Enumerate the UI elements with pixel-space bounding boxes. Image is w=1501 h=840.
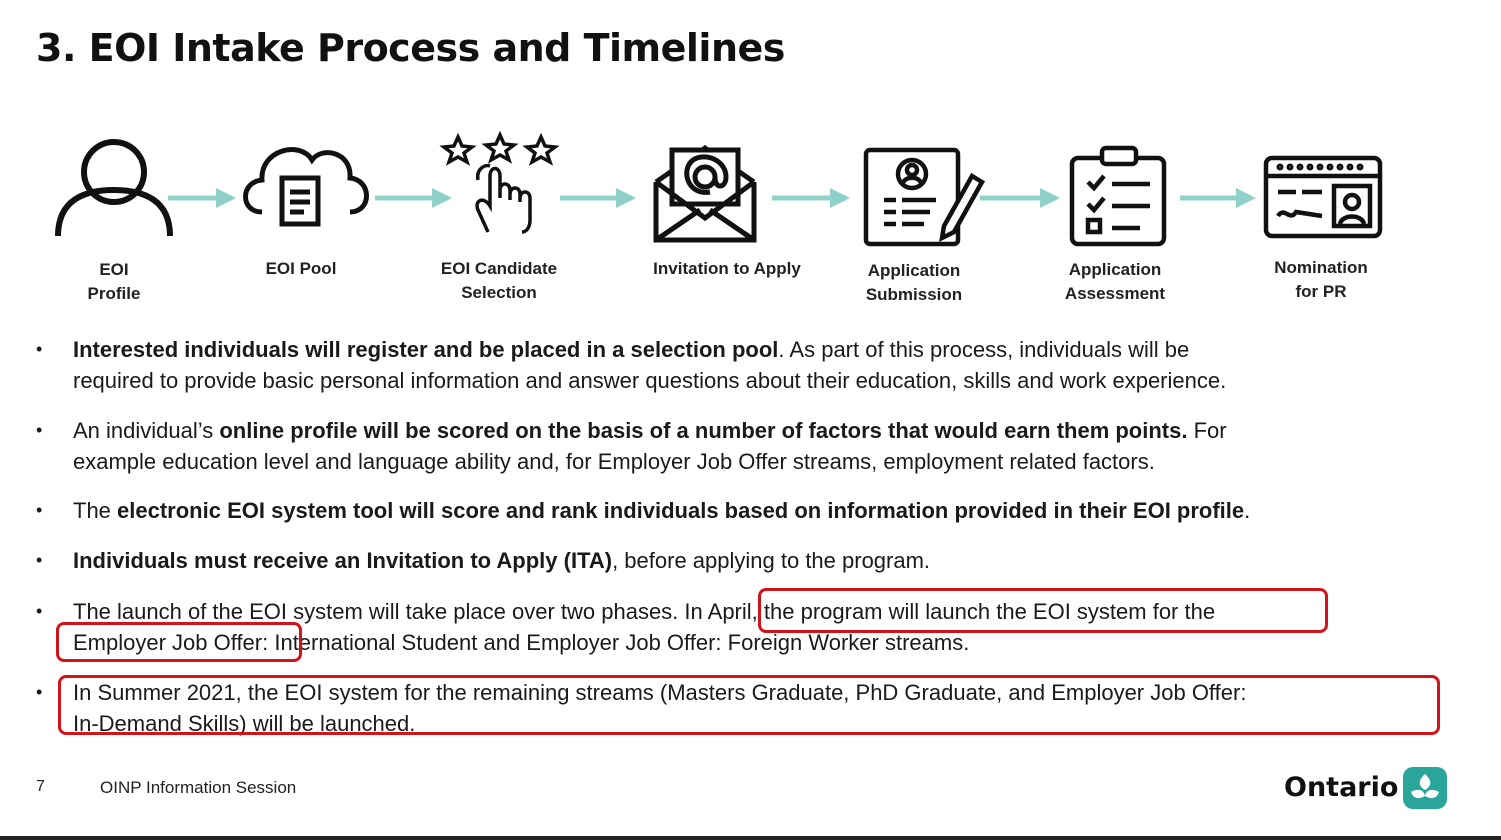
bullet-text: . xyxy=(1244,498,1251,523)
page-title: 3. EOI Intake Process and Timelines xyxy=(36,26,785,70)
bullet-item xyxy=(36,545,1473,576)
bullet-dot: • xyxy=(36,500,43,520)
bullet-dot: • xyxy=(36,682,43,702)
form-pen-icon xyxy=(866,150,982,244)
bullet-item xyxy=(36,495,1473,526)
cloud-document-icon xyxy=(246,150,367,224)
hand-stars-icon xyxy=(444,135,555,232)
bullet-item xyxy=(36,415,1473,477)
highlight-box-april xyxy=(758,588,1328,633)
step-label-line: EOI Pool xyxy=(265,259,337,278)
ontario-trillium-icon xyxy=(1402,766,1448,815)
email-envelope-icon xyxy=(656,148,754,240)
step-label-line: Submission xyxy=(865,285,963,304)
step-label-line: EOI Candidate xyxy=(440,259,558,278)
bullet-dot: • xyxy=(36,601,43,621)
bullet-bold-text: online profile will be scored on the basis of a number of factors that would earn them points. xyxy=(219,418,1188,443)
step-label-eoi-profile xyxy=(88,258,141,306)
step-label-line: Invitation to Apply xyxy=(653,259,801,278)
bullet-bold-text: Individuals must receive an Invitation to Apply (ITA) xyxy=(73,548,613,573)
step-label-invitation xyxy=(653,257,801,281)
id-card-icon xyxy=(1266,158,1380,236)
step-label-line: Application xyxy=(867,261,961,280)
bullet-text: An individual’s xyxy=(73,418,220,443)
bottom-border xyxy=(0,836,1501,840)
bullet-text: In Summer 2021, the EOI system for the remaining streams (Masters Graduate, PhD Graduate, and Employer Job Offer: xyxy=(73,680,1247,705)
bullet-bold-text: electronic EOI system tool will score and rank individuals based on information provided in their EOI profile xyxy=(117,498,1245,523)
step-label-assessment xyxy=(1065,258,1165,306)
step-label-line: Profile xyxy=(87,284,141,303)
bullet-text: The launch of the EOI system will take place over two phases. In April, the program will launch the EOI system for the xyxy=(73,599,1216,624)
step-label-nomination xyxy=(1274,256,1368,304)
page-number: 7 xyxy=(36,778,45,795)
bullet-item xyxy=(36,334,1473,396)
clipboard-checklist-icon xyxy=(1072,148,1164,244)
step-label-line: Assessment xyxy=(1064,284,1166,303)
bullet-bold-text: Interested individuals will register and be placed in a selection pool xyxy=(73,337,779,362)
step-label-line: Selection xyxy=(461,283,537,302)
bullet-text: For xyxy=(1187,418,1227,443)
process-flow xyxy=(0,0,1501,320)
step-label-line: for PR xyxy=(1295,282,1347,301)
step-label-candidate-selection xyxy=(441,257,557,305)
person-icon xyxy=(58,142,170,236)
bullet-dot: • xyxy=(36,339,43,359)
step-label-eoi-pool xyxy=(266,257,337,281)
step-label-line: Nomination xyxy=(1274,258,1368,277)
bullet-text: required to provide basic personal information and answer questions about their education, skills and work experience. xyxy=(73,368,1227,393)
footer-session-title: OINP Information Session xyxy=(100,778,297,797)
step-label-line: Application xyxy=(1068,260,1162,279)
highlight-box-employer-job-offer xyxy=(56,622,302,662)
step-label-line: EOI xyxy=(99,260,129,279)
bullet-text: In-Demand Skills) will be launched. xyxy=(73,711,416,736)
bullet-dot: • xyxy=(36,550,43,570)
bullet-text: Employer Job Offer: International Student and Employer Job Offer: Foreign Worker streams. xyxy=(73,630,970,655)
bullet-text: example education level and language ability and, for Employer Job Offer streams, employment related factors. xyxy=(73,449,1155,474)
ontario-logo-text: Ontario xyxy=(1284,772,1399,803)
bullet-text: The xyxy=(73,498,118,523)
bullet-text: , before applying to the program. xyxy=(612,548,931,573)
step-label-submission xyxy=(866,259,962,307)
bullet-text: . As part of this process, individuals will be xyxy=(778,337,1190,362)
highlight-box-summer-2021 xyxy=(58,675,1440,735)
bullet-dot: • xyxy=(36,420,43,440)
